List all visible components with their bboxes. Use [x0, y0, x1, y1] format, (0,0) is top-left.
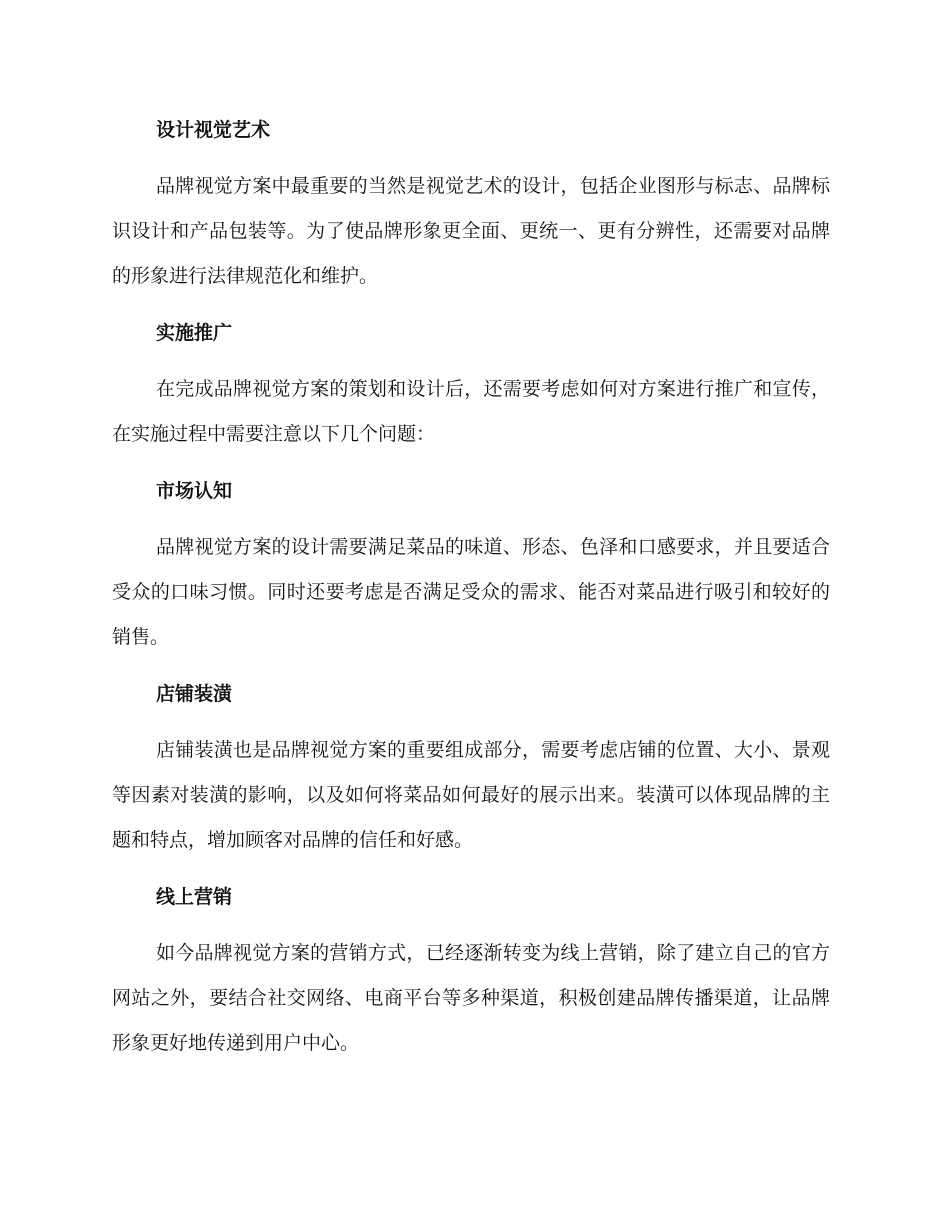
section-heading: 实施推广 — [156, 322, 233, 344]
section-design-visual-art — [112, 108, 830, 299]
section-heading: 店铺装潢 — [156, 683, 233, 705]
section-online-marketing — [112, 875, 830, 1066]
section-store-decoration — [112, 672, 830, 863]
section-heading: 设计视觉艺术 — [156, 119, 271, 141]
document-page — [112, 108, 830, 1078]
section-paragraph: 如今品牌视觉方案的营销方式，已经逐渐转变为线上营销，除了建立自己的官方网站之外，要结合社交网络、电商平台等多种渠道，积极创建品牌传播渠道，让品牌形象更好地传递到用户中心。 — [112, 942, 830, 1054]
section-heading: 市场认知 — [156, 480, 233, 502]
section-paragraph: 品牌视觉方案中最重要的当然是视觉艺术的设计，包括企业图形与标志、品牌标识设计和产品包装等。为了使品牌形象更全面、更统一、更有分辨性，还需要对品牌的形象进行法律规范化和维护。 — [112, 175, 830, 287]
section-implementation-promotion — [112, 311, 830, 457]
section-paragraph: 品牌视觉方案的设计需要满足菜品的味道、形态、色泽和口感要求，并且要适合受众的口味习惯。同时还要考虑是否满足受众的需求、能否对菜品进行吸引和较好的销售。 — [112, 536, 830, 648]
section-paragraph: 在完成品牌视觉方案的策划和设计后，还需要考虑如何对方案进行推广和宣传，在实施过程中需要注意以下几个问题： — [112, 378, 830, 445]
section-heading: 线上营销 — [156, 886, 233, 908]
section-paragraph: 店铺装潢也是品牌视觉方案的重要组成部分，需要考虑店铺的位置、大小、景观等因素对装潢的影响，以及如何将菜品如何最好的展示出来。装潢可以体现品牌的主题和特点，增加顾客对品牌的信任和好感。 — [112, 739, 830, 851]
section-market-awareness — [112, 469, 830, 660]
